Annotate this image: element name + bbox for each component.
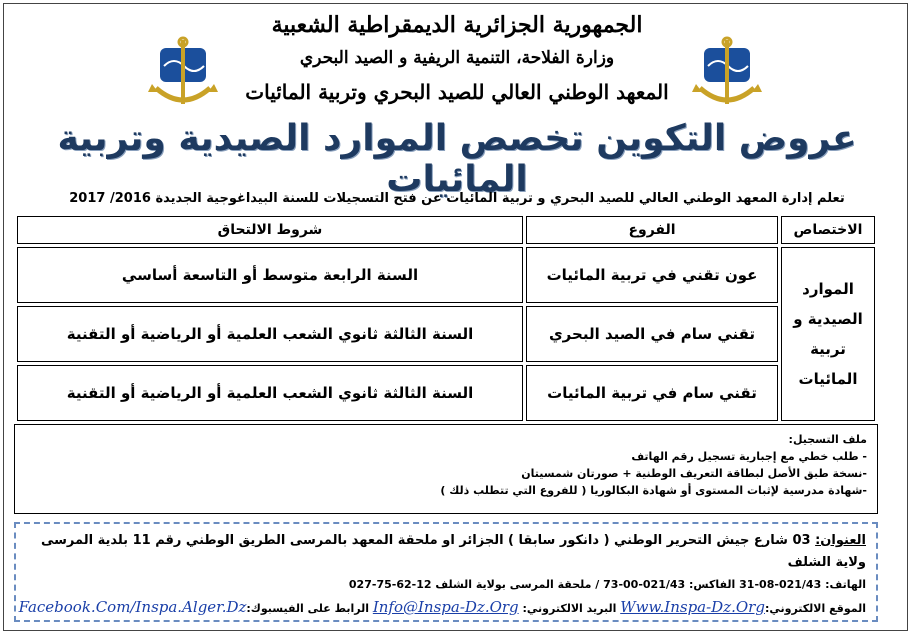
branch-cell: عون تقني في تربية المائيات	[526, 247, 778, 303]
condition-cell: السنة الرابعة متوسط أو التاسعة أساسي	[17, 247, 523, 303]
website-label: الموقع الالكتروني:	[764, 602, 866, 615]
email-label: البريد الالكتروني:	[518, 602, 621, 615]
republic-heading: الجمهورية الجزائرية الديمقراطية الشعبية	[271, 12, 643, 38]
header-specialty: الاختصاص	[781, 216, 875, 244]
address-text: 03 شارع جيش التحرير الوطني ( دانكور سابقا ) الجزائر او ملحقة المعهد بالمرسى الطريق الوطني رقم 11 بلدية المرسى ولاية الشلف	[40, 533, 866, 570]
branch-cell: تقني سام في تربية المائيات	[526, 365, 778, 421]
table-row	[17, 365, 875, 421]
registration-file-box	[14, 424, 878, 514]
branch-cell: تقني سام في الصيد البحري	[526, 306, 778, 362]
specialty-line: تربية	[810, 340, 846, 358]
email-link[interactable]: Info@Inspa-Dz.Org	[372, 598, 519, 616]
list-item: -نسخة طبق الأصل لبطاقة التعريف الوطنية + صورتان شمسيتان	[521, 467, 867, 480]
page-title: عروض التكوين تخصص الموارد الصيدية وتربية المائيات	[57, 118, 857, 200]
specialty-line: الموارد	[802, 280, 854, 298]
table-row	[17, 247, 875, 303]
condition-cell: السنة الثالثة ثانوي الشعب العلمية أو الرياضية أو التقنية	[17, 306, 523, 362]
offers-table	[14, 213, 878, 424]
address-label: العنوان:	[815, 533, 866, 548]
web-line	[18, 596, 866, 620]
contact-box	[14, 522, 878, 622]
list-item: -شهادة مدرسية لإثبات المستوى أو شهادة البكالوريا ( للفروع التي تتطلب ذلك )	[440, 484, 867, 497]
facebook-link[interactable]: Facebook.Com/Inspa.Alger.Dz	[18, 598, 247, 616]
website-link[interactable]: Www.Inspa-Dz.Org	[620, 598, 765, 616]
condition-cell: السنة الثالثة ثانوي الشعب العلمية أو الرياضية أو التقنية	[17, 365, 523, 421]
phone-line: الهاتف: 021/43-08-31 الفاكس: 021/43-00-73 / ملحقة المرسى بولاية الشلف 12-62-75-027	[348, 578, 866, 591]
specialty-line: الصيدية و	[793, 310, 863, 328]
table-header-row	[17, 216, 875, 244]
specialty-cell	[781, 247, 875, 421]
specialty-line: المائيات	[798, 370, 858, 388]
table-row	[17, 306, 875, 362]
header-branches: الفروع	[526, 216, 778, 244]
address-line	[26, 530, 866, 574]
ministry-heading: وزارة الفلاحة، التنمية الريفية و الصيد البحري	[299, 48, 615, 68]
files-heading: ملف التسجيل:	[788, 433, 867, 446]
registration-notice: تعلم إدارة المعهد الوطني العالي للصيد البحري و تربية المائيات عن فتح التسجيلات للسنة البيداغوجية الجديدة 2016/ 2017	[69, 191, 845, 206]
header-conditions: شروط الالتحاق	[17, 216, 523, 244]
list-item: - طلب خطي مع إجبارية تسجيل رقم الهاتف	[631, 450, 867, 463]
facebook-label: الرابط على الفيسبوك:	[246, 602, 373, 615]
institute-heading: المعهد الوطني العالي للصيد البحري وتربية المائيات	[245, 80, 669, 104]
